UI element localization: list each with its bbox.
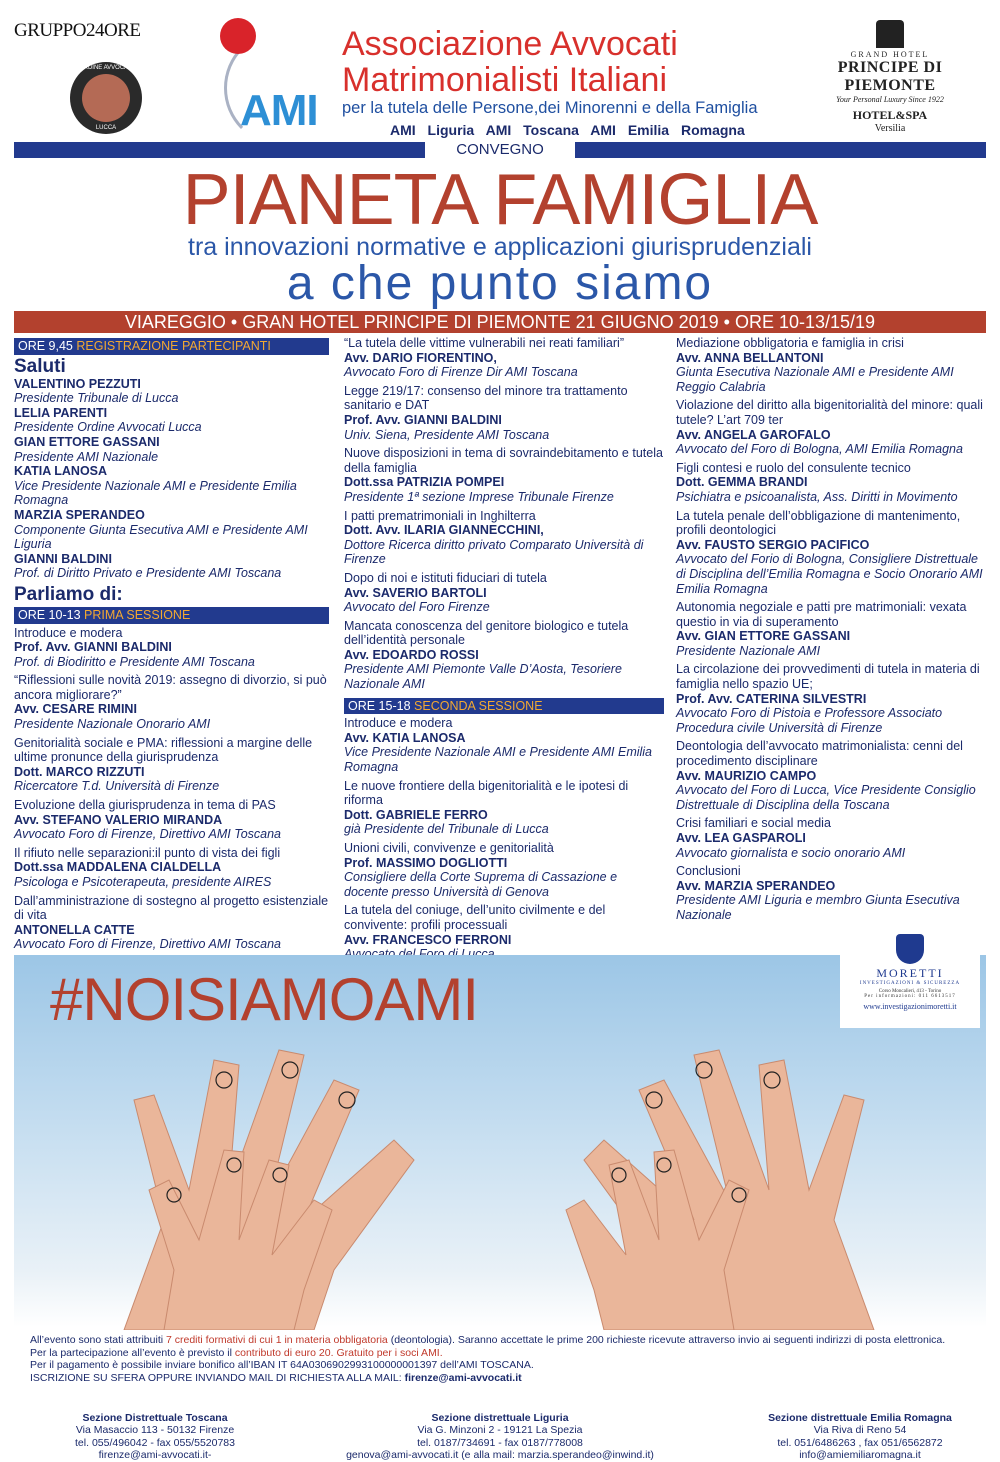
talk-topic: Conclusioni bbox=[676, 864, 741, 879]
speaker-role: Avvocato del Foro Firenze bbox=[344, 600, 490, 615]
speaker-role: Avvocato Foro di Firenze, Direttivo AMI Toscana bbox=[14, 827, 282, 842]
toscana-title: Sezione Distrettuale Toscana bbox=[82, 1412, 228, 1424]
seal-text-top: ORDINE AVVOCATI bbox=[78, 65, 134, 71]
footer-emilia bbox=[740, 1412, 980, 1462]
talk-item bbox=[14, 846, 329, 890]
talk-item bbox=[676, 600, 988, 658]
hotel-location: Versilia bbox=[874, 123, 906, 134]
talk-item bbox=[344, 779, 664, 837]
speaker-name: Avv. SAVERIO BARTOLI bbox=[344, 585, 487, 600]
saluti-item bbox=[14, 406, 329, 435]
speaker-role: Presidente AMI Piemonte Valle D’Aosta, Tesoriere Nazionale AMI bbox=[344, 662, 622, 692]
speaker-name: Avv. GIAN ETTORE GASSANI bbox=[676, 629, 851, 644]
talk-topic: La tutela penale dell’obbligazione di mantenimento, profili deontologici bbox=[676, 508, 961, 538]
talk-item bbox=[676, 398, 988, 456]
hotel-grand: GRAND HOTEL bbox=[850, 50, 930, 59]
talk-topic: Deontologia dell’avvocato matrimonialista: cenni del procedimento disciplinare bbox=[676, 739, 963, 769]
assoc-name-line2: Matrimonialisti Italiani bbox=[342, 61, 667, 99]
talk-item bbox=[14, 673, 329, 731]
talk-topic: La circolazione dei provvedimenti di tutela in materia di famiglia nello spazio UE; bbox=[676, 662, 980, 692]
speaker-name: Avv. MARZIA SPERANDEO bbox=[676, 878, 836, 893]
speaker-role: Avvocato del Foro di Lucca, Vice Presidente Consiglio Distrettuale di Disciplina della Toscana bbox=[676, 783, 976, 812]
hashtag: #NOISIAMOAMI bbox=[50, 966, 479, 1033]
speaker-name: Avv. ANGELA GAROFALO bbox=[676, 427, 831, 442]
footer-signup-email[interactable]: firenze@ami-avvocati.it bbox=[404, 1371, 522, 1384]
saluti-list bbox=[14, 377, 329, 581]
speaker-role: Presidente 1ª sezione Imprese Tribunale Firenze bbox=[344, 489, 614, 504]
moretti-address: Corso Moncalieri, 413 - Torino bbox=[878, 989, 942, 994]
talk-topic: “Riflessioni sulle novità 2019: assegno di divorzio, si può ancora migliorare?” bbox=[14, 673, 327, 702]
hotel-crest-icon bbox=[876, 20, 904, 48]
session1-time: ORE 10-13 bbox=[18, 607, 81, 622]
footer-signup-line bbox=[30, 1372, 980, 1385]
speaker-name: Avv. FRANCESCO FERRONI bbox=[344, 932, 512, 947]
moretti-name: MORETTI bbox=[876, 966, 944, 980]
session1-talks bbox=[14, 673, 329, 952]
footer-iban-line: Per il pagamento è possibile inviare bonifico all’IBAN IT 64A0306902993100000001397 dell’AMI TOSCANA. bbox=[30, 1359, 534, 1372]
session2-moderator bbox=[344, 716, 664, 774]
toscana-address: Via Masaccio 113 - 50132 Firenze bbox=[75, 1424, 235, 1437]
session1-header bbox=[14, 607, 329, 624]
talk-item bbox=[676, 509, 988, 597]
talk-item bbox=[676, 461, 988, 505]
liguria-phone: tel. 0187/734691 - fax 0187/778008 bbox=[417, 1436, 583, 1449]
talk-topic: Genitorialità sociale e PMA: riflessioni a margine delle ultime pronunce della giurisprudenza bbox=[14, 735, 313, 765]
footer-info bbox=[30, 1334, 980, 1384]
speaker-role: Psichiatra e psicoanalista, Ass. Diritti in Movimento bbox=[676, 489, 958, 504]
talk-topic: Crisi familiari e social media bbox=[676, 816, 831, 831]
talk-topic: Unioni civili, convivenze e genitorialità bbox=[344, 841, 554, 855]
session1-moderator-name: Prof. Avv. GIANNI BALDINI bbox=[14, 640, 172, 655]
talk-item bbox=[344, 384, 664, 442]
talk-topic: La tutela del coniuge, dell’unito civilmente e del convivente: profili processuali bbox=[344, 903, 606, 932]
speaker-role: Presidente Nazionale Onorario AMI bbox=[14, 717, 211, 732]
speaker-role: Ricercatore T.d. Università di Firenze bbox=[14, 779, 220, 794]
liguria-email[interactable]: genova@ami-avvocati.it (e alla mail: marzia.sperandeo@inwind.it) bbox=[346, 1449, 654, 1462]
talk-item bbox=[344, 903, 664, 961]
speaker-name: Avv. CESARE RIMINI bbox=[14, 702, 137, 717]
session2-moderator-role: Vice Presidente Nazionale AMI e Presidente AMI Emilia Romagna bbox=[344, 745, 653, 775]
talk-item bbox=[14, 894, 329, 952]
saluti-role: Presidente Tribunale di Lucca bbox=[14, 391, 179, 406]
talk-topic: I patti prematrimoniali in Inghilterra bbox=[344, 508, 536, 523]
speaker-name: Dott. GEMMA BRANDI bbox=[676, 475, 808, 490]
ami-logo-text: AMI bbox=[240, 86, 318, 135]
speaker-role: Presidente AMI Liguria e membro Giunta Esecutiva Nazionale bbox=[676, 893, 960, 922]
ami-red-dot-icon bbox=[220, 18, 256, 54]
talk-topic: Le nuove frontiere della bigenitorialità e le ipotesi di riforma bbox=[344, 778, 629, 808]
speaker-role: già Presidente del Tribunale di Lucca bbox=[344, 822, 549, 837]
toscana-phone: tel. 055/496042 - fax 055/5520783 bbox=[75, 1436, 235, 1449]
speaker-name: Avv. FAUSTO SERGIO PACIFICO bbox=[676, 537, 870, 552]
saluti-role: Presidente Ordine Avvocati Lucca bbox=[14, 420, 202, 435]
session1-intro: Introduce e modera bbox=[14, 625, 123, 640]
footer-fee-line bbox=[30, 1347, 980, 1360]
talk-topic: Mancata conoscenza del genitore biologico e tutela dell’identità personale bbox=[344, 618, 629, 648]
session2-intro: Introduce e modera bbox=[344, 716, 453, 731]
convegno-label: CONVEGNO bbox=[425, 140, 575, 160]
talk-topic: Dopo di noi e istituti fiduciari di tutela bbox=[344, 570, 547, 585]
saluti-name: LELIA PARENTI bbox=[14, 405, 108, 420]
moretti-sub: INVESTIGAZIONI & SICUREZZA bbox=[859, 981, 961, 986]
speaker-name: Dott. Avv. ILARIA GIANNECCHINI, bbox=[344, 523, 544, 538]
talk-topic: Dall’amministrazione di sostegno al progetto esistenziale di vita bbox=[14, 893, 329, 923]
talk-item bbox=[344, 509, 664, 567]
speaker-role: Avvocato del Forio di Bologna, Consigliere Distrettuale di Disciplina dell’Emilia Romagna e Socio Onorario AMI Emilia Romagna bbox=[676, 552, 983, 596]
session1-moderator-role: Prof. di Biodiritto e Presidente AMI Toscana bbox=[14, 654, 255, 669]
saluti-heading: Saluti bbox=[14, 355, 66, 377]
liguria-title: Sezione distrettuale Liguria bbox=[431, 1412, 569, 1424]
venue-bar: VIAREGGIO • GRAN HOTEL PRINCIPE DI PIEMONTE 21 GIUGNO 2019 • ORE 10-13/15/19 bbox=[14, 311, 986, 333]
speaker-role: Avvocato giornalista e socio onorario AMI bbox=[676, 845, 906, 860]
assoc-name-line1: Associazione Avvocati bbox=[342, 25, 678, 63]
hotel-tagline: Your Personal Luxury Since 1922 bbox=[836, 95, 944, 104]
session1-moderator bbox=[14, 626, 329, 670]
session2-header bbox=[344, 698, 664, 715]
speaker-role: Giunta Esecutiva Nazionale AMI e Presidente AMI Reggio Calabria bbox=[676, 365, 954, 394]
speaker-role: Avvocato Foro di Firenze Dir AMI Toscana bbox=[344, 365, 578, 380]
gruppo24ore-logo: GRUPPO24ORE bbox=[14, 20, 141, 41]
talk-topic: Autonomia negoziale e patti pre matrimoniali: vexata questio in via di superamento bbox=[676, 600, 967, 629]
moretti-logo bbox=[840, 928, 980, 1028]
talk-topic: Mediazione obbligatoria e famiglia in crisi bbox=[676, 336, 904, 350]
assoc-subtitle: per la tutela delle Persone,dei Minorenni e della Famiglia bbox=[342, 99, 758, 117]
page-subtitle: tra innovazioni normative e applicazioni giurisprudenziali bbox=[188, 233, 812, 261]
liguria-address: Via G. Minzoni 2 - 19121 La Spezia bbox=[417, 1424, 583, 1437]
program-column-1 bbox=[14, 336, 329, 956]
talk-item bbox=[676, 864, 988, 922]
talk-topic: Evoluzione della giurisprudenza in tema di PAS bbox=[14, 798, 276, 813]
talk-item bbox=[14, 736, 329, 794]
hotel-spa: HOTEL&SPA bbox=[852, 108, 928, 122]
talk-item bbox=[676, 816, 988, 860]
session1-talks-cont bbox=[344, 336, 664, 692]
footer-l1a: All’evento sono stati attribuiti bbox=[30, 1334, 166, 1346]
moretti-crest-icon bbox=[896, 934, 924, 964]
session2-talks-cont bbox=[676, 336, 988, 923]
registration-header bbox=[14, 338, 329, 355]
speaker-role: Avvocato Foro di Firenze, Direttivo AMI Toscana bbox=[14, 937, 282, 952]
talk-topic: “La tutela delle vittime vulnerabili nei reati familiari” bbox=[344, 336, 624, 350]
speaker-name: ANTONELLA CATTE bbox=[14, 922, 135, 937]
parliamo-heading: Parliamo di: bbox=[14, 583, 123, 605]
speaker-role: Presidente Nazionale AMI bbox=[676, 643, 821, 658]
principe-piemonte-logo bbox=[790, 20, 990, 134]
talk-topic: Figli contesi e ruolo del consulente tecnico bbox=[676, 460, 911, 475]
ami-logo bbox=[220, 18, 330, 138]
toscana-email[interactable]: firenze@ami-avvocati.it- bbox=[98, 1449, 212, 1462]
talk-item bbox=[344, 446, 664, 504]
registration-label: REGISTRAZIONE PARTECIPANTI bbox=[76, 339, 271, 353]
speaker-name: Avv. ANNA BELLANTONI bbox=[676, 350, 824, 365]
talk-topic: Il rifiuto nelle separazioni:il punto di vista dei figli bbox=[14, 845, 281, 860]
speaker-name: Avv. DARIO FIORENTINO, bbox=[344, 350, 497, 365]
saluti-role: Vice Presidente Nazionale AMI e Presidente Emilia Romagna bbox=[14, 478, 297, 508]
saluti-item bbox=[14, 552, 329, 581]
speaker-role: Dottore Ricerca diritto privato Comparato Università di Firenze bbox=[344, 537, 644, 567]
saluti-item bbox=[14, 464, 329, 508]
ordine-avvocati-seal bbox=[70, 62, 142, 134]
assoc-regions: AMI Liguria AMI Toscana AMI Emilia Romagna bbox=[390, 122, 745, 138]
speaker-name: Prof. Avv. GIANNI BALDINI bbox=[344, 412, 502, 427]
talk-item bbox=[676, 336, 988, 394]
talk-item bbox=[14, 798, 329, 842]
saluti-name: MARZIA SPERANDEO bbox=[14, 507, 145, 522]
saluti-role: Presidente AMI Nazionale bbox=[14, 449, 159, 464]
program-column-3 bbox=[676, 336, 988, 927]
talk-item bbox=[676, 662, 988, 735]
speaker-name: Dott. GABRIELE FERRO bbox=[344, 807, 488, 822]
speaker-name: Dott.ssa MADDALENA CIALDELLA bbox=[14, 860, 222, 875]
moretti-website[interactable]: www.investigazionimoretti.it bbox=[863, 1002, 957, 1011]
session2-moderator-name: Avv. KATIA LANOSA bbox=[344, 730, 466, 745]
speaker-role: Univ. Siena, Presidente AMI Toscana bbox=[344, 427, 550, 442]
footer-fee: contributo di euro 20. Gratuito per i soci AMI. bbox=[234, 1346, 443, 1359]
footer-liguria bbox=[330, 1412, 670, 1462]
speaker-role: Avvocato del Foro di Bologna, AMI Emilia Romagna bbox=[676, 442, 963, 457]
talk-item bbox=[344, 841, 664, 899]
speaker-name: Avv. MAURIZIO CAMPO bbox=[676, 768, 817, 783]
speaker-name: Dott. MARCO RIZZUTI bbox=[14, 764, 145, 779]
speaker-name: Avv. EDOARDO ROSSI bbox=[344, 647, 479, 662]
speaker-name: Avv. STEFANO VALERIO MIRANDA bbox=[14, 812, 223, 827]
talk-item bbox=[344, 619, 664, 692]
hands-illustration bbox=[14, 1040, 986, 1330]
saluti-item bbox=[14, 435, 329, 464]
saluti-item bbox=[14, 508, 329, 552]
hotel-name: PRINCIPE DI PIEMONTE bbox=[837, 59, 943, 94]
moretti-info: Per informazioni: 011 6613517 bbox=[864, 994, 956, 999]
speaker-role: Consigliere della Corte Suprema di Cassazione e docente presso Università di Genova bbox=[344, 870, 618, 899]
right-front-hand-icon bbox=[566, 1150, 749, 1330]
footer-l2a: Per la partecipazione all’evento è previsto il bbox=[30, 1346, 235, 1359]
talk-item bbox=[344, 571, 664, 615]
footer-toscana bbox=[40, 1412, 270, 1462]
session1-label: PRIMA SESSIONE bbox=[84, 607, 191, 622]
talk-topic: Legge 219/17: consenso del minore tra trattamento sanitario e DAT bbox=[344, 383, 628, 413]
emilia-address: Via Riva di Reno 54 bbox=[813, 1424, 907, 1437]
speaker-name: Dott.ssa PATRIZIA POMPEI bbox=[344, 475, 505, 490]
emilia-email[interactable]: info@amiemiliaromagna.it bbox=[799, 1449, 921, 1462]
footer-credits: 7 crediti formativi di cui 1 in materia obbligatoria bbox=[166, 1334, 388, 1346]
saluti-name: VALENTINO PEZZUTI bbox=[14, 376, 141, 391]
speaker-role: Avvocato Foro di Pistoia e Professore Associato Procedura civile Università di Firenze bbox=[676, 706, 943, 735]
footer-l4a: ISCRIZIONE SU SFERA OPPURE INVIANDO MAIL DI RICHIESTA ALLA MAIL: bbox=[30, 1371, 405, 1384]
session2-talks bbox=[344, 779, 664, 962]
saluti-role: Componente Giunta Esecutiva AMI e Presidente AMI Liguria bbox=[14, 522, 308, 552]
registration-time: ORE 9,45 bbox=[18, 339, 73, 353]
talk-item bbox=[344, 336, 664, 380]
speaker-name: Prof. Avv. CATERINA SILVESTRI bbox=[676, 691, 867, 706]
page-title: PIANETA FAMIGLIA bbox=[182, 160, 818, 240]
saluti-name: GIANNI BALDINI bbox=[14, 551, 112, 566]
speaker-name: Avv. LEA GASPAROLI bbox=[676, 831, 806, 845]
page-tagline: a che punto siamo bbox=[286, 257, 714, 310]
saluti-name: KATIA LANOSA bbox=[14, 464, 108, 479]
saluti-role: Prof. di Diritto Privato e Presidente AMI Toscana bbox=[14, 566, 282, 581]
footer-credits-line bbox=[30, 1334, 980, 1347]
speaker-name: Prof. MASSIMO DOGLIOTTI bbox=[344, 855, 508, 870]
emilia-title: Sezione distrettuale Emilia Romagna bbox=[768, 1412, 952, 1424]
talk-item bbox=[676, 739, 988, 812]
seal-portrait-icon bbox=[82, 74, 130, 122]
emilia-phone: tel. 051/6486263 , fax 051/6562872 bbox=[777, 1436, 943, 1449]
saluti-item bbox=[14, 377, 329, 406]
program-column-2 bbox=[344, 336, 664, 966]
session2-time: ORE 15-18 bbox=[348, 698, 411, 713]
saluti-name: GIAN ETTORE GASSANI bbox=[14, 434, 160, 449]
speaker-role: Psicologa e Psicoterapeuta, presidente AIRES bbox=[14, 875, 272, 889]
seal-text-bottom: LUCCA bbox=[95, 125, 117, 131]
talk-topic: Nuove disposizioni in tema di sovraindebitamento e tutela della famiglia bbox=[344, 446, 663, 475]
footer-l1c: (deontologia). Saranno accettate le prime 200 richieste ricevute attraverso invio ai seguenti indirizzi di posta elettronica. bbox=[387, 1334, 946, 1346]
talk-topic: Violazione del diritto alla bigenitorialità del minore: quali tutele? L’art 709 ter bbox=[676, 398, 983, 427]
session2-label: SECONDA SESSIONE bbox=[414, 698, 543, 713]
